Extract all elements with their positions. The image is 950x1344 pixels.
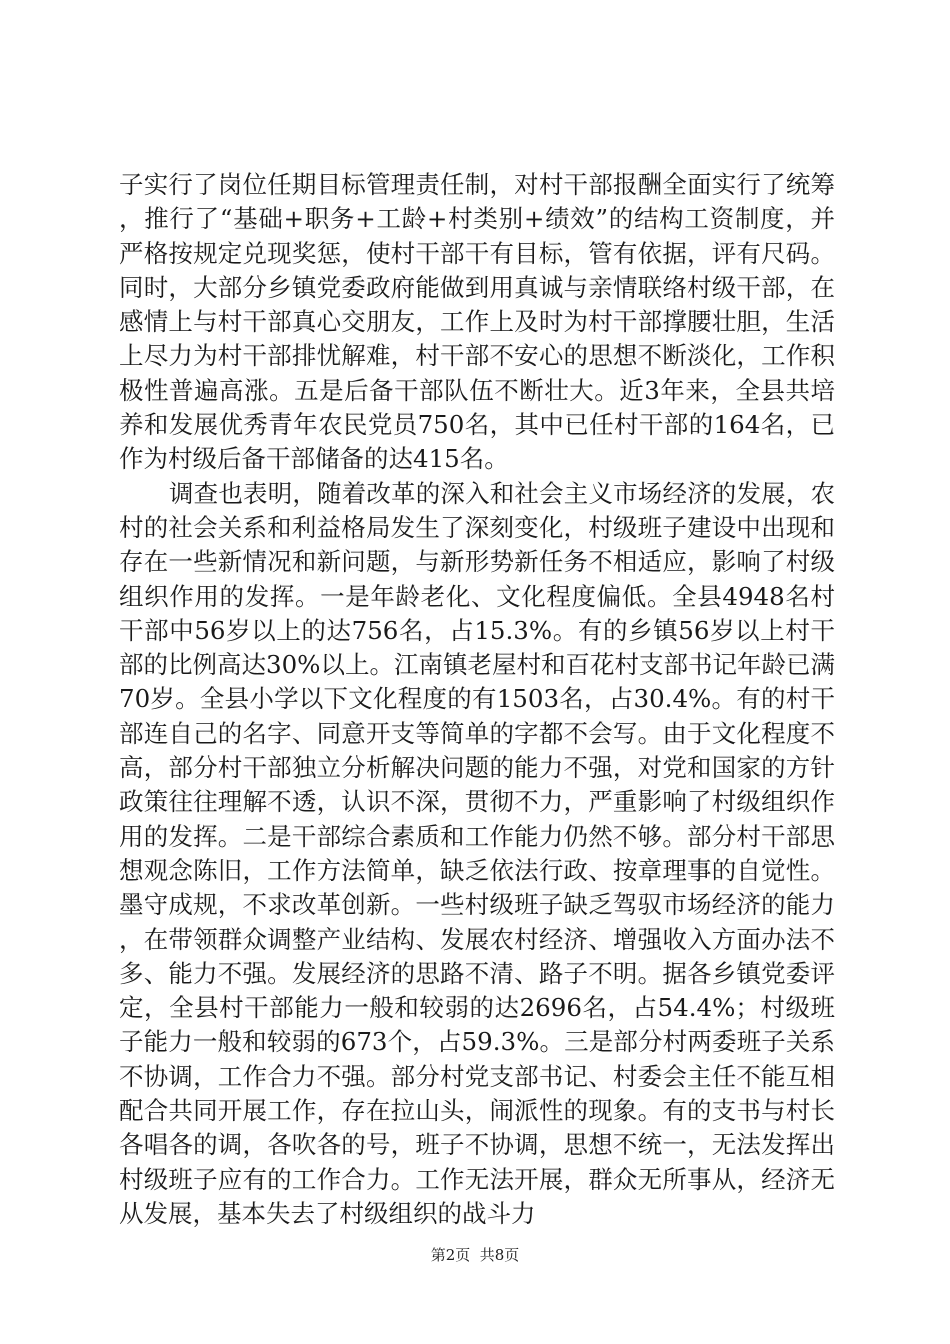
paragraph-1: 子实行了岗位任期目标管理责任制，对村干部报酬全面实行了统筹，推行了“基础+职务+工龄+村类别+绩效”的结构工资制度，并严格按规定兑现奖惩，使村干部干有目标，管有依据，评有尺码。同时，大部分乡镇党委政府能做到用真诚与亲情联络村级干部，在感情上与村干部真心交朋友，工作上及时为村干部撑腰壮胆，生活上尽力为村干部排忧解难，村干部不安心的思想不断淡化，工作积极性普遍高涨。五是后备干部队伍不断壮大。近3年来，全县共培养和发展优秀青年农民党员750名，其中已任村干部的164名，已作为村级后备干部储备的达415名。 xyxy=(119,170,835,474)
page-footer: 第2页 共8页 xyxy=(430,1246,520,1264)
paragraph-2: 调查也表明，随着改革的深入和社会主义市场经济的发展，农村的社会关系和利益格局发生了深刻变化，村级班子建设中出现和存在一些新情况和新问题，与新形势新任务不相适应，影响了村级组织作用的发挥。一是年龄老化、文化程度偏低。全县4948名村干部中56岁以上的达756名，占15.3%。有的乡镇56岁以上村干部的比例高达30%以上。江南镇老屋村和百花村支部书记年龄已满70岁。全县小学以下文化程度的有1503名，占30.4%。有的村干部连自己的名字、同意开支等简单的字都不会写。由于文化程度不高，部分村干部独立分析解决问题的能力不强，对党和国家的方针政策往往理解不透，认识不深，贯彻不力，严重影响了村级组织作用的发挥。二是干部综合素质和工作能力仍然不够。部分村干部思想观念陈旧，工作方法简单，缺乏依法行政、按章理事的自觉性。墨守成规，不求改革创新。一些村级班子缺乏驾驭市场经济的能力，在带领群众调整产业结构、发展农村经济、增强收入方面办法不多、能力不强。发展经济的思路不清、路子不明。据各乡镇党委评定，全县村干部能力一般和较弱的达2696名，占54.4%；村级班子能力一般和较弱的673个，占59.3%。三是部分村两委班子关系不协调，工作合力不强。部分村党支部书记、村委会主任不能互相配合共同开展工作，存在拉山头，闹派性的现象。有的支书与村长各唱各的调，各吹各的号，班子不协调，思想不统一，无法发挥出村级班子应有的工作合力。工作无法开展，群众无所事从，经济无从发展，基本失去了村级组织的战斗力 xyxy=(119,478,835,1228)
document-body xyxy=(119,168,835,1231)
